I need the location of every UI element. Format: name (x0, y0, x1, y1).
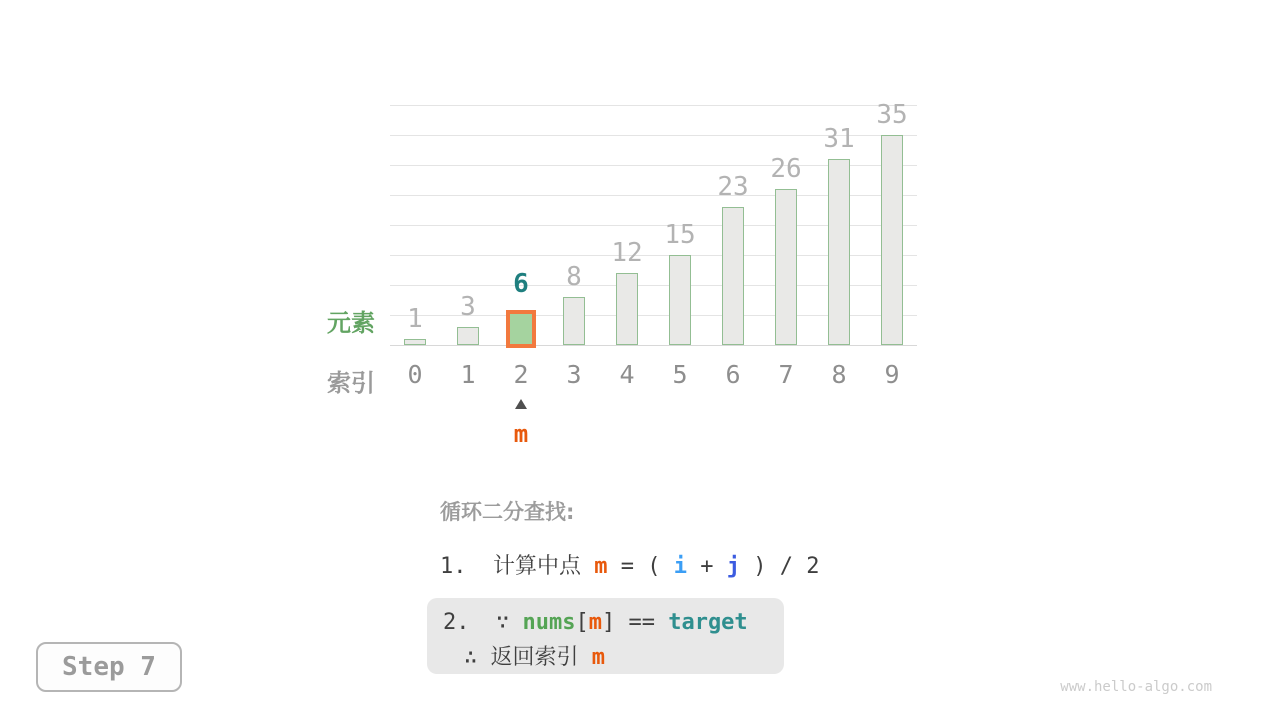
explanation-line-1 (440, 549, 819, 580)
bar-chart-plot (390, 100, 917, 346)
bar-value-label: 6 (513, 269, 529, 299)
text-segment: ∴ 返回索引 (464, 645, 592, 670)
midpoint-caret-icon (515, 399, 527, 409)
text-segment: m (594, 554, 608, 579)
watermark-url: www.hello-algo.com (1060, 679, 1212, 695)
gridline (390, 105, 917, 106)
text-segment: m (588, 610, 602, 635)
text-segment: ) / 2 (739, 554, 820, 579)
elements-row-label: 元素 (327, 309, 375, 337)
bar-value-label: 26 (770, 154, 802, 184)
bar-value-label: 15 (664, 220, 696, 250)
bar (457, 327, 479, 345)
bar (669, 255, 691, 345)
bar (828, 159, 850, 345)
index-row-label: 索引 (327, 369, 375, 397)
bar-value-label: 35 (876, 100, 908, 130)
x-axis-label: 5 (672, 360, 688, 389)
bar-value-label: 23 (717, 172, 749, 202)
bar (722, 207, 744, 345)
text-segment: j (726, 554, 740, 579)
x-axis-line (390, 345, 917, 346)
x-axis-label: 7 (778, 360, 794, 389)
text-segment: i (673, 554, 687, 579)
bar (404, 339, 426, 345)
bar (563, 297, 585, 345)
bar-value-label: 31 (823, 124, 855, 154)
bar-value-label: 12 (611, 238, 643, 268)
text-segment: nums (522, 610, 576, 635)
bar (775, 189, 797, 345)
bar (616, 273, 638, 345)
text-segment: target (668, 610, 748, 635)
x-axis-label: 1 (460, 360, 476, 389)
conclusion-line-1 (443, 605, 784, 640)
text-segment: [ (575, 610, 589, 635)
text-segment: 2. ∵ (443, 610, 523, 635)
x-axis-label: 0 (407, 360, 423, 389)
bar (881, 135, 903, 345)
text-segment: 1. 计算中点 (440, 554, 595, 579)
bar-highlighted (506, 310, 536, 348)
x-axis-label: 6 (725, 360, 741, 389)
conclusion-line-2 (464, 640, 784, 675)
text-segment: + (686, 554, 727, 579)
midpoint-pointer-label: m (513, 420, 529, 448)
conclusion-box (427, 598, 784, 674)
x-axis-label: 2 (513, 360, 529, 389)
step-badge: Step 7 (36, 642, 182, 692)
x-axis-label: 3 (566, 360, 582, 389)
text-segment: = ( (607, 554, 674, 579)
bar-value-label: 3 (460, 292, 476, 322)
bar-value-label: 8 (566, 262, 582, 292)
x-axis-label: 4 (619, 360, 635, 389)
explanation-title: 循环二分查找: (440, 500, 575, 524)
x-axis-label: 9 (884, 360, 900, 389)
text-segment: m (591, 645, 605, 670)
x-axis-label: 8 (831, 360, 847, 389)
bar-value-label: 1 (407, 304, 423, 334)
text-segment: ] == (601, 610, 669, 635)
